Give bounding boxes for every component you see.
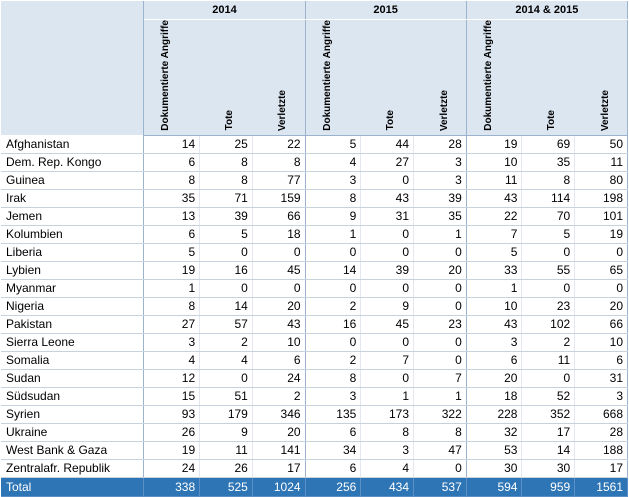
value-cell: 45	[252, 261, 305, 279]
total-cell: 1561	[575, 477, 628, 496]
value-cell: 39	[200, 207, 253, 225]
value-cell: 45	[361, 315, 414, 333]
country-cell: Liberia	[1, 243, 144, 261]
total-row	[1, 477, 628, 496]
value-cell: 3	[414, 171, 467, 189]
value-cell: 0	[305, 333, 361, 351]
country-cell: Nigeria	[1, 297, 144, 315]
value-cell: 4	[144, 351, 200, 369]
value-cell: 20	[252, 297, 305, 315]
value-cell: 0	[252, 279, 305, 297]
table-row	[1, 171, 628, 189]
value-cell: 0	[361, 243, 414, 261]
value-cell: 0	[200, 243, 253, 261]
value-cell: 0	[200, 369, 253, 387]
value-cell: 53	[466, 441, 522, 459]
value-cell: 69	[522, 135, 575, 153]
table-row	[1, 405, 628, 423]
value-cell: 26	[144, 423, 200, 441]
data-table	[1, 1, 628, 497]
value-cell: 0	[361, 225, 414, 243]
total-cell: 338	[144, 477, 200, 496]
value-cell: 55	[522, 261, 575, 279]
value-cell: 6	[252, 351, 305, 369]
country-cell: Sierra Leone	[1, 333, 144, 351]
value-cell: 19	[144, 261, 200, 279]
value-cell: 4	[361, 459, 414, 477]
value-cell: 33	[466, 261, 522, 279]
value-cell: 16	[200, 261, 253, 279]
value-cell: 8	[252, 153, 305, 171]
col-header-dead: Tote	[361, 20, 414, 136]
value-cell: 28	[414, 135, 467, 153]
value-cell: 5	[466, 243, 522, 261]
value-cell: 30	[466, 459, 522, 477]
value-cell: 31	[575, 369, 628, 387]
value-cell: 28	[575, 423, 628, 441]
value-cell: 51	[200, 387, 253, 405]
country-cell: Kolumbien	[1, 225, 144, 243]
value-cell: 66	[575, 315, 628, 333]
table-row	[1, 135, 628, 153]
value-cell: 32	[466, 423, 522, 441]
value-cell: 17	[575, 459, 628, 477]
country-cell: Afghanistan	[1, 135, 144, 153]
value-cell: 34	[305, 441, 361, 459]
value-cell: 47	[414, 441, 467, 459]
value-cell: 3	[466, 333, 522, 351]
value-cell: 1	[414, 225, 467, 243]
value-cell: 77	[252, 171, 305, 189]
table-row	[1, 279, 628, 297]
value-cell: 5	[200, 225, 253, 243]
value-cell: 3	[305, 387, 361, 405]
year-header-2014: 2014	[144, 1, 305, 20]
country-cell: Dem. Rep. Kongo	[1, 153, 144, 171]
country-cell: Syrien	[1, 405, 144, 423]
value-cell: 23	[414, 315, 467, 333]
value-cell: 8	[305, 369, 361, 387]
value-cell: 24	[252, 369, 305, 387]
value-cell: 0	[414, 279, 467, 297]
value-cell: 10	[466, 153, 522, 171]
value-cell: 14	[305, 261, 361, 279]
value-cell: 35	[414, 207, 467, 225]
value-cell: 5	[522, 225, 575, 243]
value-cell: 0	[575, 279, 628, 297]
value-cell: 11	[200, 441, 253, 459]
total-cell: 537	[414, 477, 467, 496]
table-row	[1, 189, 628, 207]
value-cell: 66	[252, 207, 305, 225]
value-cell: 8	[144, 297, 200, 315]
country-cell: Lybien	[1, 261, 144, 279]
country-cell: Sudan	[1, 369, 144, 387]
total-cell: 434	[361, 477, 414, 496]
value-cell: 352	[522, 405, 575, 423]
header-corner	[1, 1, 144, 135]
table-row	[1, 423, 628, 441]
value-cell: 35	[144, 189, 200, 207]
value-cell: 19	[575, 225, 628, 243]
value-cell: 2	[305, 351, 361, 369]
value-cell: 0	[414, 297, 467, 315]
value-cell: 6	[305, 459, 361, 477]
value-cell: 27	[144, 315, 200, 333]
value-cell: 1	[361, 387, 414, 405]
value-cell: 39	[361, 261, 414, 279]
table-row	[1, 333, 628, 351]
value-cell: 6	[305, 423, 361, 441]
value-cell: 9	[200, 423, 253, 441]
country-cell: Ukraine	[1, 423, 144, 441]
value-cell: 8	[200, 171, 253, 189]
table-row	[1, 441, 628, 459]
value-cell: 11	[522, 351, 575, 369]
table-row	[1, 369, 628, 387]
value-cell: 1	[144, 279, 200, 297]
value-cell: 14	[522, 441, 575, 459]
value-cell: 1	[414, 387, 467, 405]
table-body	[1, 135, 628, 477]
value-cell: 668	[575, 405, 628, 423]
value-cell: 18	[466, 387, 522, 405]
table-row	[1, 243, 628, 261]
value-cell: 0	[575, 243, 628, 261]
value-cell: 5	[144, 243, 200, 261]
value-cell: 10	[466, 297, 522, 315]
value-cell: 35	[522, 153, 575, 171]
value-cell: 159	[252, 189, 305, 207]
value-cell: 25	[200, 135, 253, 153]
value-cell: 101	[575, 207, 628, 225]
value-cell: 10	[252, 333, 305, 351]
value-cell: 70	[522, 207, 575, 225]
table-row	[1, 225, 628, 243]
value-cell: 17	[252, 459, 305, 477]
value-cell: 20	[414, 261, 467, 279]
value-cell: 52	[522, 387, 575, 405]
value-cell: 188	[575, 441, 628, 459]
value-cell: 0	[361, 279, 414, 297]
country-cell: Irak	[1, 189, 144, 207]
value-cell: 8	[361, 423, 414, 441]
value-cell: 11	[575, 153, 628, 171]
value-cell: 19	[144, 441, 200, 459]
table-row	[1, 261, 628, 279]
value-cell: 141	[252, 441, 305, 459]
value-cell: 6	[144, 225, 200, 243]
value-cell: 0	[252, 243, 305, 261]
value-cell: 0	[522, 369, 575, 387]
value-cell: 6	[466, 351, 522, 369]
country-cell: Guinea	[1, 171, 144, 189]
value-cell: 8	[414, 423, 467, 441]
col-header-injured: Verletzte	[575, 20, 628, 136]
value-cell: 65	[575, 261, 628, 279]
year-header-2015: 2015	[305, 1, 466, 20]
country-cell: Pakistan	[1, 315, 144, 333]
table-row	[1, 207, 628, 225]
value-cell: 27	[361, 153, 414, 171]
value-cell: 102	[522, 315, 575, 333]
value-cell: 3	[414, 153, 467, 171]
value-cell: 80	[575, 171, 628, 189]
value-cell: 20	[466, 369, 522, 387]
value-cell: 12	[144, 369, 200, 387]
value-cell: 11	[466, 171, 522, 189]
value-cell: 7	[361, 351, 414, 369]
table-row	[1, 459, 628, 477]
value-cell: 0	[522, 243, 575, 261]
value-cell: 22	[252, 135, 305, 153]
col-header-attacks: Dokumentierte Angriffe	[466, 20, 522, 136]
col-header-injured: Verletzte	[414, 20, 467, 136]
value-cell: 18	[252, 225, 305, 243]
col-header-dead: Tote	[522, 20, 575, 136]
value-cell: 7	[466, 225, 522, 243]
year-header-combined: 2014 & 2015	[466, 1, 627, 20]
value-cell: 3	[575, 387, 628, 405]
table-row	[1, 297, 628, 315]
value-cell: 19	[466, 135, 522, 153]
country-cell: Somalia	[1, 351, 144, 369]
col-header-attacks: Dokumentierte Angriffe	[144, 20, 200, 136]
country-cell: Südsudan	[1, 387, 144, 405]
value-cell: 15	[144, 387, 200, 405]
country-cell: West Bank & Gaza	[1, 441, 144, 459]
value-cell: 43	[252, 315, 305, 333]
value-cell: 7	[414, 369, 467, 387]
col-header-dead: Tote	[200, 20, 253, 136]
value-cell: 346	[252, 405, 305, 423]
value-cell: 26	[200, 459, 253, 477]
value-cell: 0	[522, 279, 575, 297]
value-cell: 9	[305, 207, 361, 225]
value-cell: 93	[144, 405, 200, 423]
total-cell: 525	[200, 477, 253, 496]
value-cell: 4	[200, 351, 253, 369]
value-cell: 3	[144, 333, 200, 351]
value-cell: 6	[144, 153, 200, 171]
value-cell: 2	[252, 387, 305, 405]
value-cell: 13	[144, 207, 200, 225]
country-cell: Jemen	[1, 207, 144, 225]
value-cell: 135	[305, 405, 361, 423]
value-cell: 3	[305, 171, 361, 189]
value-cell: 8	[200, 153, 253, 171]
value-cell: 0	[305, 243, 361, 261]
value-cell: 20	[252, 423, 305, 441]
value-cell: 9	[361, 297, 414, 315]
value-cell: 43	[361, 189, 414, 207]
value-cell: 44	[361, 135, 414, 153]
value-cell: 57	[200, 315, 253, 333]
value-cell: 0	[361, 369, 414, 387]
value-cell: 228	[466, 405, 522, 423]
value-cell: 173	[361, 405, 414, 423]
col-header-attacks: Dokumentierte Angriffe	[305, 20, 361, 136]
value-cell: 179	[200, 405, 253, 423]
value-cell: 2	[200, 333, 253, 351]
value-cell: 0	[414, 351, 467, 369]
value-cell: 0	[414, 459, 467, 477]
value-cell: 0	[305, 279, 361, 297]
value-cell: 30	[522, 459, 575, 477]
col-header-injured: Verletzte	[252, 20, 305, 136]
value-cell: 0	[200, 279, 253, 297]
value-cell: 8	[522, 171, 575, 189]
value-cell: 0	[361, 333, 414, 351]
value-cell: 8	[144, 171, 200, 189]
total-cell: 959	[522, 477, 575, 496]
value-cell: 14	[144, 135, 200, 153]
value-cell: 22	[466, 207, 522, 225]
value-cell: 23	[522, 297, 575, 315]
value-cell: 0	[361, 171, 414, 189]
value-cell: 71	[200, 189, 253, 207]
total-cell: 256	[305, 477, 361, 496]
value-cell: 14	[200, 297, 253, 315]
table-row	[1, 351, 628, 369]
value-cell: 50	[575, 135, 628, 153]
value-cell: 3	[361, 441, 414, 459]
country-cell: Zentralafr. Republik	[1, 459, 144, 477]
value-cell: 43	[466, 189, 522, 207]
value-cell: 16	[305, 315, 361, 333]
value-cell: 198	[575, 189, 628, 207]
value-cell: 0	[414, 333, 467, 351]
value-cell: 24	[144, 459, 200, 477]
value-cell: 6	[575, 351, 628, 369]
country-cell: Myanmar	[1, 279, 144, 297]
total-cell: 594	[466, 477, 522, 496]
value-cell: 4	[305, 153, 361, 171]
value-cell: 1	[466, 279, 522, 297]
value-cell: 2	[522, 333, 575, 351]
total-label: Total	[1, 477, 144, 496]
table-row	[1, 315, 628, 333]
value-cell: 17	[522, 423, 575, 441]
table-row	[1, 387, 628, 405]
value-cell: 322	[414, 405, 467, 423]
value-cell: 0	[414, 243, 467, 261]
value-cell: 10	[575, 333, 628, 351]
value-cell: 2	[305, 297, 361, 315]
value-cell: 1	[305, 225, 361, 243]
value-cell: 39	[414, 189, 467, 207]
value-cell: 31	[361, 207, 414, 225]
value-cell: 114	[522, 189, 575, 207]
value-cell: 8	[305, 189, 361, 207]
table-row	[1, 153, 628, 171]
value-cell: 5	[305, 135, 361, 153]
total-cell: 1024	[252, 477, 305, 496]
value-cell: 20	[575, 297, 628, 315]
value-cell: 43	[466, 315, 522, 333]
